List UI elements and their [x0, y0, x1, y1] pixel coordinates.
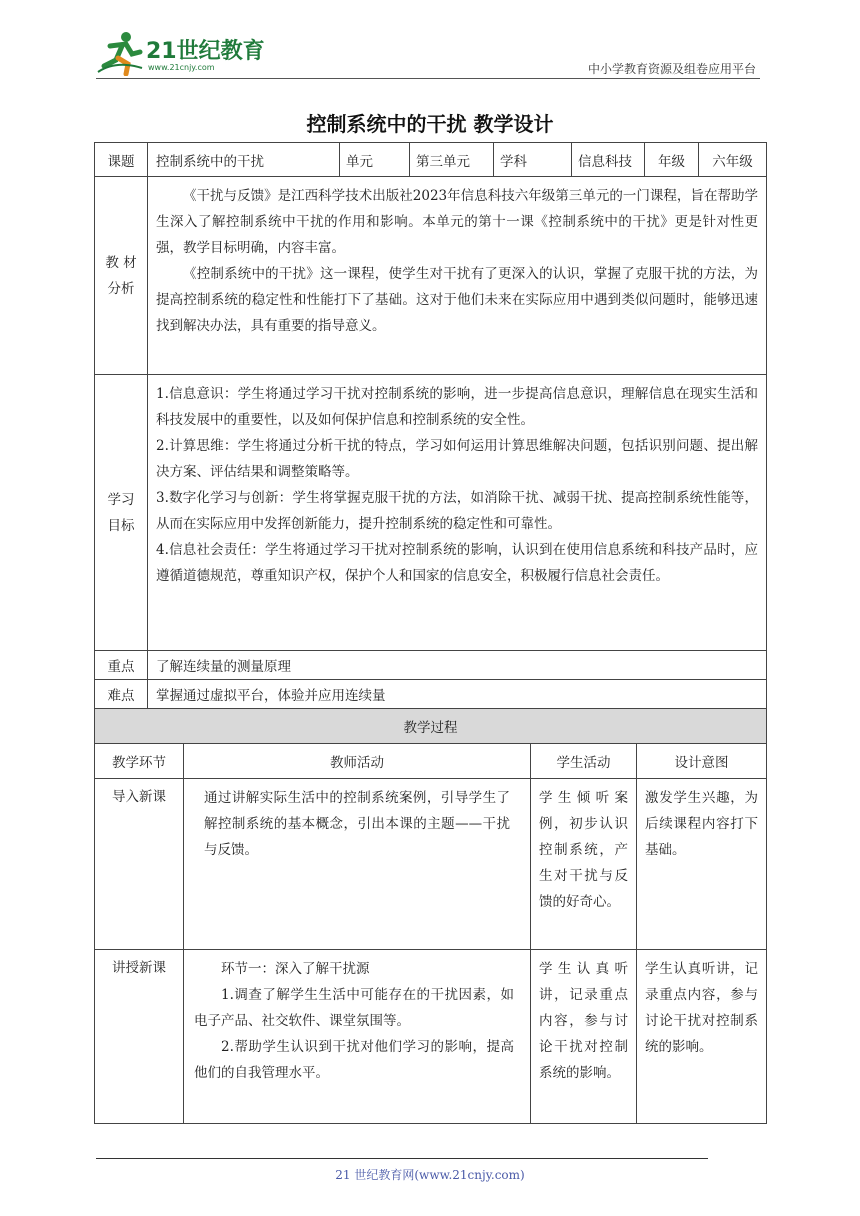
- difficulty-text: 掌握通过虚拟平台，体验并应用连续量: [148, 680, 767, 709]
- teaching-process-table: [94, 708, 767, 1124]
- design-intent: [637, 779, 767, 950]
- key-point-text: 了解连续量的测量原理: [148, 651, 767, 680]
- stage-cell: 导入新课: [95, 779, 184, 950]
- document-title: 控制系统中的干扰 教学设计: [306, 112, 554, 136]
- objective-item: 4.信息社会责任：学生将通过学习干扰对控制系统的影响，认识到在使用信息系统和科技产品时，应遵循道德规范，尊重知识产权，保护个人和国家的信息安全，积极履行信息社会责任。: [156, 542, 758, 584]
- subject-label: 学科: [494, 143, 572, 177]
- unit-label: 单元: [340, 143, 410, 177]
- table-row: [95, 779, 767, 950]
- platform-name: 中小学教育资源及组卷应用平台: [587, 62, 756, 76]
- student-activity: [531, 950, 637, 1124]
- teacher-paragraph: 通过讲解实际生活中的控制系统案例，引导学生了解控制系统的基本概念，引出本课的主题——干扰与反馈。: [204, 790, 510, 858]
- teacher-activity: [184, 950, 531, 1124]
- course-value: 控制系统中的干扰: [148, 143, 340, 177]
- process-heading: 教学过程: [95, 709, 767, 744]
- teacher-paragraph: 环节一：深入了解干扰源: [221, 961, 370, 977]
- analysis-paragraph: 《干扰与反馈》是江西科学技术出版社2023年信息科技六年级第三单元的一门课程，旨在帮助学生深入了解控制系统中干扰的作用和影响。本单元的第十一课《控制系统中的干扰》更是针对性更强，教学目标明确，内容丰富。: [156, 188, 758, 256]
- header-divider: [96, 78, 760, 79]
- page-header: [96, 28, 760, 78]
- column-header: 教学环节: [95, 744, 184, 779]
- student-text: 学生倾听案例，初步认识控制系统，产生对干扰与反馈的好奇心。: [539, 790, 628, 910]
- objective-item: 1.信息意识：学生将通过学习干扰对控制系统的影响，进一步提高信息意识，理解信息在现实生活和科技发展中的重要性，以及如何保护信息和控制系统的安全性。: [156, 386, 758, 428]
- logo-text: 21世纪教育: [146, 39, 265, 64]
- stage-cell: 讲授新课: [95, 950, 184, 1124]
- objective-item: 2.计算思维：学生将通过分析干扰的特点，学习如何运用计算思维解决问题，包括识别问题、提出解决方案、评估结果和调整策略等。: [156, 438, 758, 480]
- course-info-table: [94, 142, 767, 709]
- runner-logo-icon: [96, 30, 144, 76]
- objective-item: 3.数字化学习与创新：学生将掌握克服干扰的方法，如消除干扰、减弱干扰、提高控制系统性能等，从而在实际应用中发挥创新能力，提升控制系统的稳定性和可靠性。: [156, 490, 758, 532]
- difficulty-label: 难点: [95, 680, 148, 709]
- analysis-label: 教 材 分析: [95, 177, 148, 375]
- student-text: 学生认真听讲，记录重点内容，参与讨论干扰对控制系统的影响。: [539, 961, 628, 1081]
- teacher-activity: [184, 779, 531, 950]
- intent-text: 学生认真听讲，记录重点内容，参与讨论干扰对控制系统的影响。: [645, 961, 758, 1055]
- course-label: 课题: [95, 143, 148, 177]
- grade-value: 六年级: [699, 143, 767, 177]
- key-point-label: 重点: [95, 651, 148, 680]
- teacher-paragraph: 2.帮助学生认识到干扰对他们学习的影响，提高他们的自我管理水平。: [194, 1039, 514, 1081]
- column-header: 教师活动: [184, 744, 531, 779]
- teacher-paragraph: 1.调查了解学生生活中可能存在的干扰因素，如电子产品、社交软件、课堂氛围等。: [194, 987, 514, 1029]
- design-intent: [637, 950, 767, 1124]
- grade-label: 年级: [645, 143, 699, 177]
- table-row: [95, 950, 767, 1124]
- objectives-label: 学习 目标: [95, 375, 148, 651]
- subject-value: 信息科技: [572, 143, 645, 177]
- unit-value: 第三单元: [410, 143, 494, 177]
- student-activity: [531, 779, 637, 950]
- logo-url: www.21cnjy.com: [148, 63, 215, 72]
- logo: [96, 30, 296, 76]
- analysis-content: [148, 177, 767, 375]
- footer-text: 21 世纪教育网(www.21cnjy.com): [335, 1168, 525, 1182]
- column-header: 设计意图: [637, 744, 767, 779]
- column-header: 学生活动: [531, 744, 637, 779]
- footer-divider: [96, 1158, 708, 1159]
- objectives-content: [148, 375, 767, 651]
- intent-text: 激发学生兴趣，为后续课程内容打下基础。: [645, 790, 758, 858]
- analysis-paragraph: 《控制系统中的干扰》这一课程，使学生对干扰有了更深入的认识，掌握了克服干扰的方法，为提高控制系统的稳定性和性能打下了基础。这对于他们未来在实际应用中遇到类似问题时，能够迅速找到解决办法，具有重要的指导意义。: [156, 266, 758, 334]
